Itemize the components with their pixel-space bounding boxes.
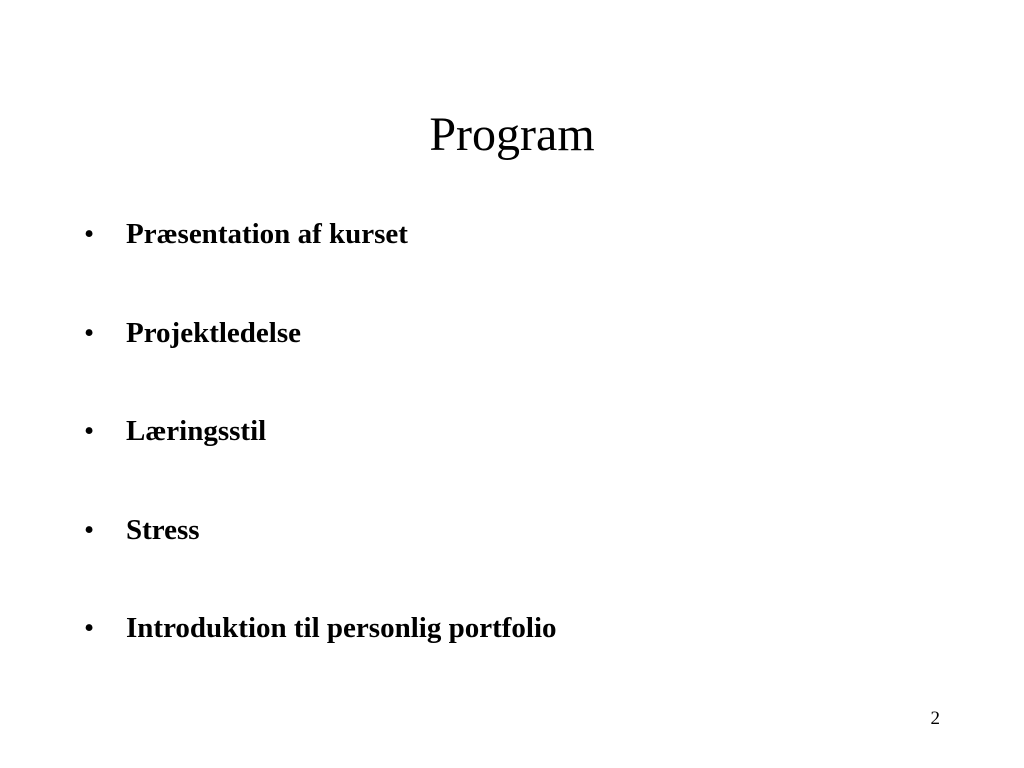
bullet-icon: • <box>84 218 95 250</box>
bullet-list <box>84 212 964 705</box>
bullet-text: Læringsstil <box>126 415 267 447</box>
bullet-text: Introduktion til personlig portfolio <box>126 612 557 644</box>
page-number: 2 <box>930 708 940 729</box>
bullet-icon: • <box>84 316 95 349</box>
bullet-text: Stress <box>126 513 200 546</box>
bullet-icon: • <box>84 513 95 546</box>
bullet-item <box>84 409 964 508</box>
bullet-item <box>84 508 964 607</box>
bullet-item <box>84 606 964 705</box>
bullet-item <box>84 311 964 410</box>
bullet-item <box>84 212 964 311</box>
bullet-icon: • <box>84 612 95 644</box>
bullet-text: Projektledelse <box>126 316 302 349</box>
bullet-text: Præsentation af kurset <box>126 218 408 250</box>
bullet-icon: • <box>84 415 95 447</box>
slide-title: Program <box>429 108 595 161</box>
